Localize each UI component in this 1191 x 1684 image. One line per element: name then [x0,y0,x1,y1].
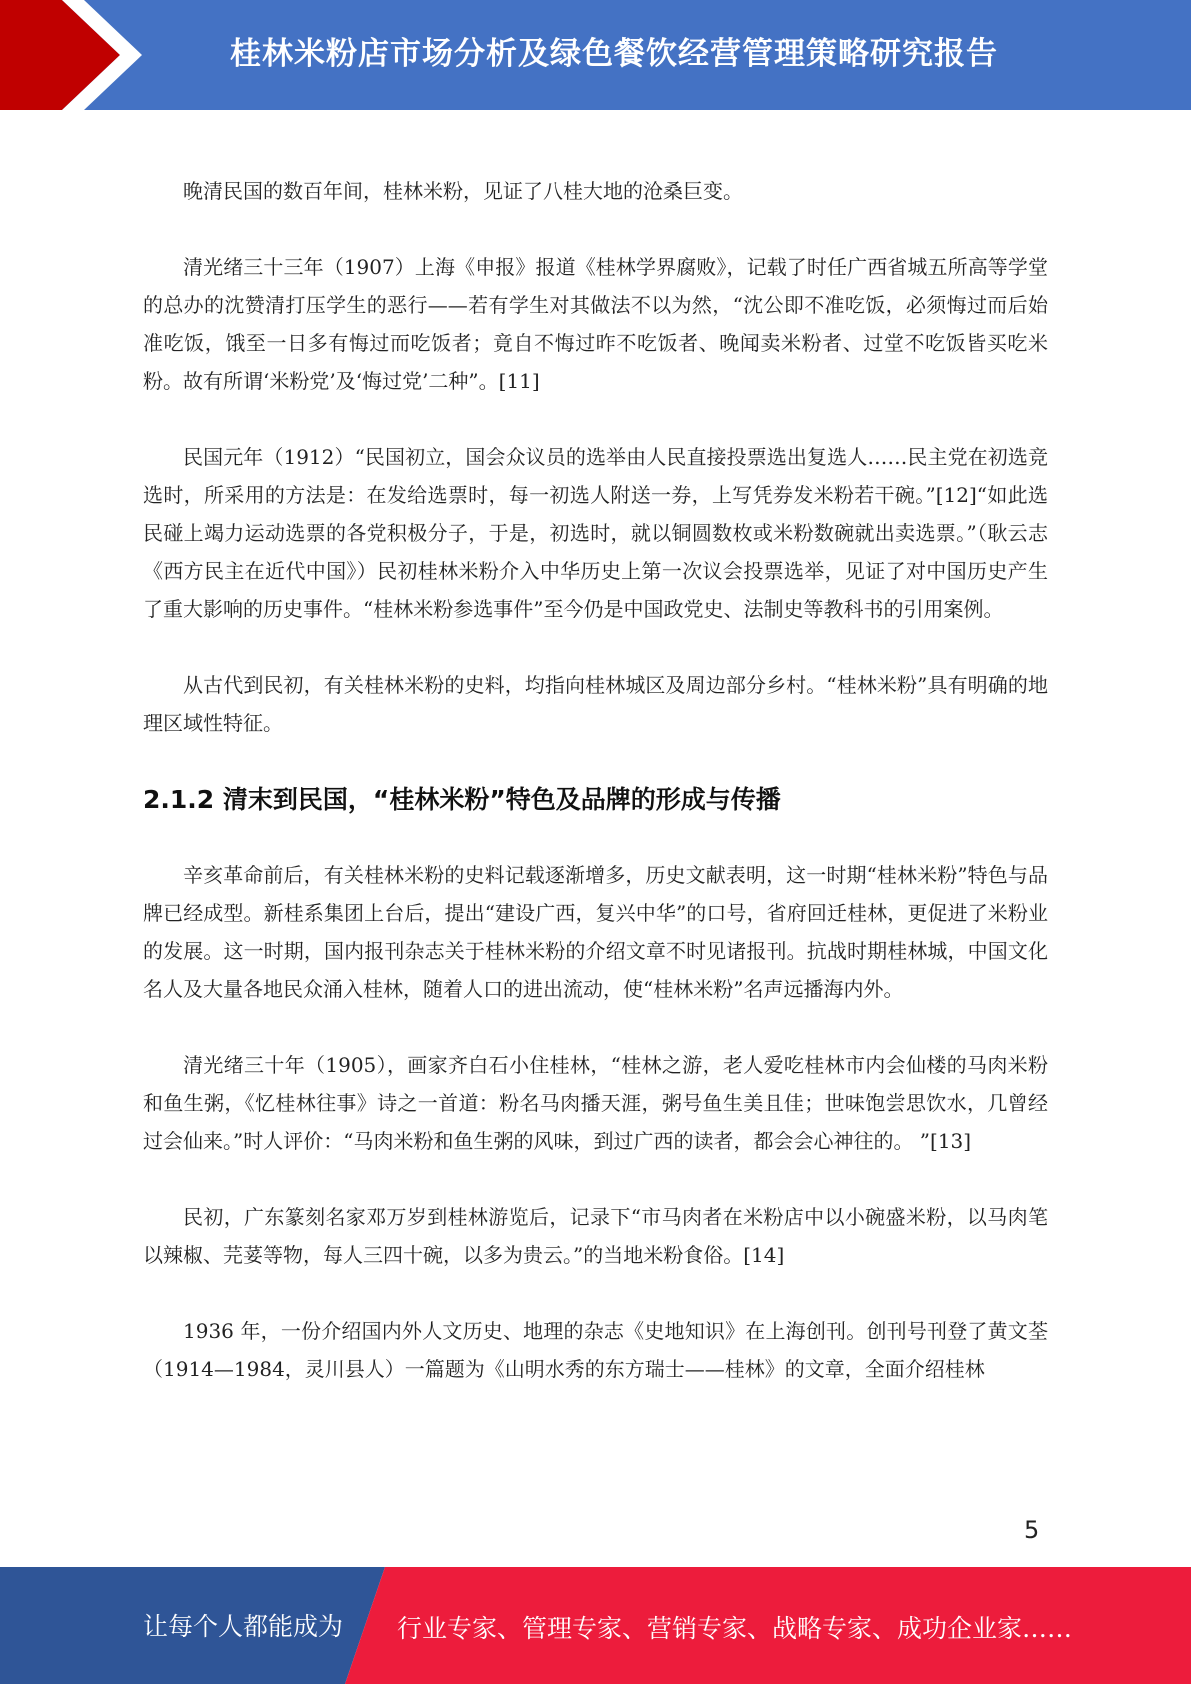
paragraph: 辛亥革命前后，有关桂林米粉的史料记载逐渐增多，历史文献表明，这一时期“桂林米粉”特色与品牌已经成型。新桂系集团上台后，提出“建设广西，复兴中华”的口号，省府回迁桂林，更促进了米粉业的发展。这一时期，国内报刊杂志关于桂林米粉的介绍文章不时见诸报刊。抗战时期桂林城，中国文化名人及大量各地民众涌入桂林，随着人口的进出流动，使“桂林米粉”名声远播海内外。 [143,863,1048,1001]
paragraph: 民初，广东篆刻名家邓万岁到桂林游览后，记录下“市马肉者在米粉店中以小碗盛米粉，以马肉笔以辣椒、芫荽等物，每人三四十碗，以多为贵云。”的当地米粉食俗。[14] [143,1205,1048,1267]
section-heading: 2.1.2 清末到民国，“桂林米粉”特色及品牌的形成与传播 [143,785,781,814]
header-arrow-decoration [0,0,160,110]
paragraph: 清光绪三十年（1905），画家齐白石小住桂林，“桂林之游，老人爱吃桂林市内会仙楼的马肉米粉和鱼生粥，《忆桂林往事》诗之一首道：粉名马肉播天涯，粥号鱼生美且佳；世味饱尝思饮水，几曾经过会仙来。”时人评价：“马肉米粉和鱼生粥的风味，到过广西的读者，都会会心神往的。 ”[13] [143,1053,1048,1153]
paragraph: 晚清民国的数百年间，桂林米粉，见证了八桂大地的沧桑巨变。 [183,179,743,203]
paragraph: 1936 年，一份介绍国内外人文历史、地理的杂志《史地知识》在上海创刊。创刊号刊登了黄文荃（1914—1984，灵川县人）一篇题为《山明水秀的东方瑞士——桂林》的文章，全面介绍桂林 [143,1319,1048,1381]
page-number: 5 [1024,1516,1040,1544]
footer-slogan-right: 行业专家、管理专家、营销专家、战略专家、成功企业家…… [397,1614,1073,1643]
paragraph: 清光绪三十三年（1907）上海《申报》报道《桂林学界腐败》，记载了时任广西省城五所高等学堂的总办的沈赞清打压学生的恶行——若有学生对其做法不以为然，“沈公即不准吃饭，必须悔过而后始准吃饭，饿至一日多有悔过而吃饭者；竟自不悔过昨不吃饭者、晚闻卖米粉者、过堂不吃饭皆买吃米粉。故有所谓‘米粉党’及‘悔过党’二种”。[11] [143,255,1048,393]
page-header [0,0,1191,110]
paragraph: 从古代到民初，有关桂林米粉的史料，均指向桂林城区及周边部分乡村。“桂林米粉”具有明确的地理区域性特征。 [143,673,1048,735]
footer-slogan-left: 让每个人都能成为 [143,1612,344,1641]
header-title: 桂林米粉店市场分析及绿色餐饮经营管理策略研究报告 [230,36,998,72]
page-footer [0,1567,1191,1684]
document-body [143,172,1048,1426]
paragraph: 民国元年（1912）“民国初立，国会众议员的选举由人民直接投票选出复选人……民主党在初选竞选时，所采用的方法是：在发给选票时，每一初选人附送一券，上写凭券发米粉若干碗。”[12]“如此选民碰上竭力运动选票的各党积极分子，于是，初选时，就以铜圆数枚或米粉数碗就出卖选票。”（耿云志《西方民主在近代中国》）民初桂林米粉介入中华历史上第一次议会投票选举，见证了对中国历史产生了重大影响的历史事件。“桂林米粉参选事件”至今仍是中国政党史、法制史等教科书的引用案例。 [143,445,1048,621]
